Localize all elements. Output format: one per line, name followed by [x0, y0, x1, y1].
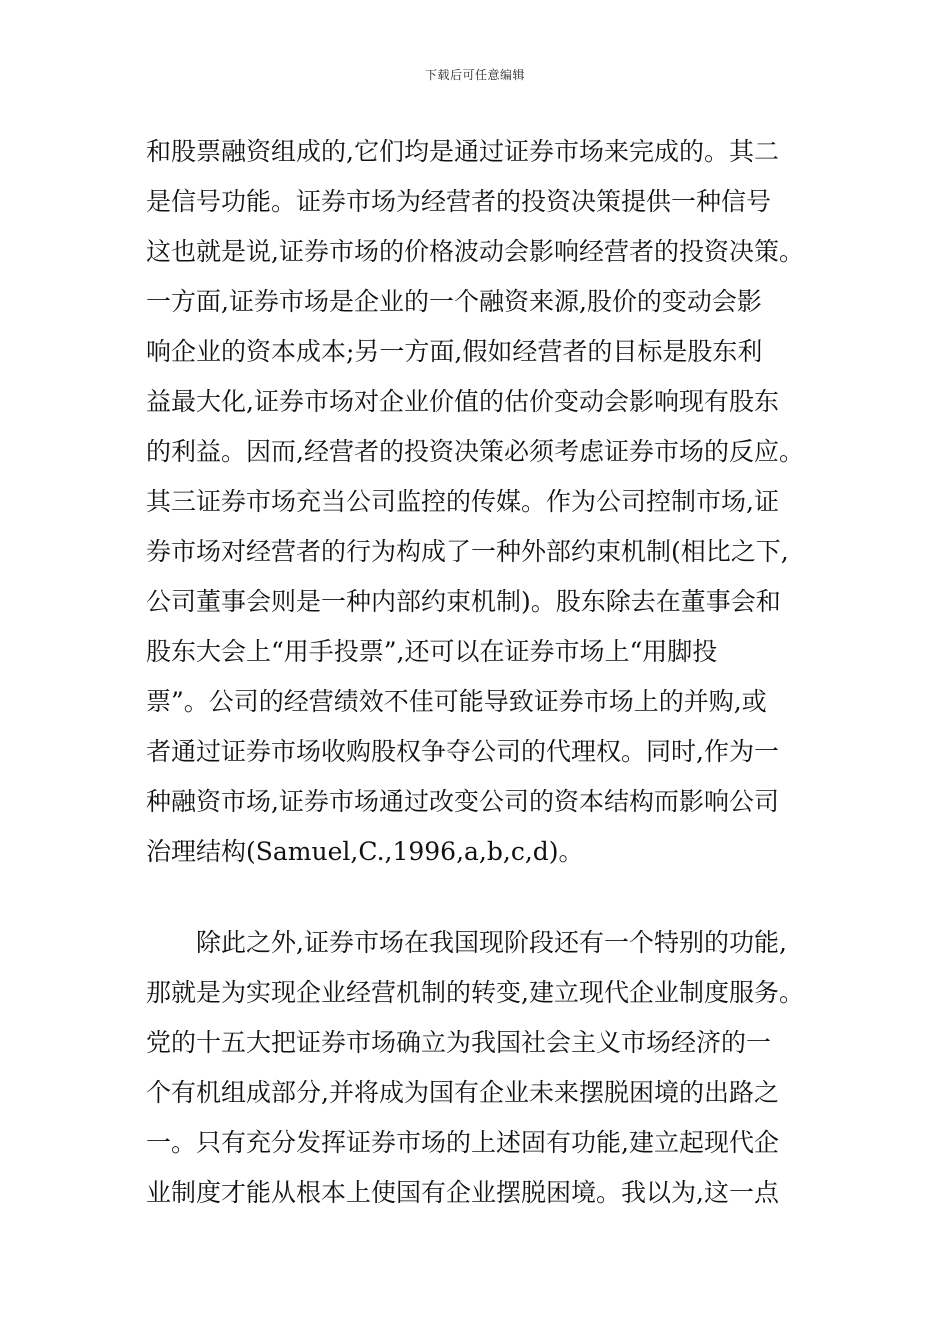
text-line: 党的十五大把证券市场确立为我国社会主义市场经济的一 [146, 1028, 772, 1057]
text-line: 益最大化,证券市场对企业价值的估价变动会影响现有股东 [146, 387, 779, 416]
text-line: 股东大会上“用手投票”,还可以在证券市场上“用脚投 [146, 637, 718, 666]
text-line: 那就是为实现企业经营机制的转变,建立现代企业制度服务。 [146, 978, 804, 1007]
text-line: 是信号功能。证券市场为经营者的投资决策提供一种信号 [146, 187, 772, 216]
text-line: 公司董事会则是一种内部约束机制)。股东除去在董事会和 [146, 587, 781, 616]
text-line: 的利益。因而,经营者的投资决策必须考虑证券市场的反应。 [146, 437, 804, 466]
text-line: 其三证券市场充当公司监控的传媒。作为公司控制市场,证 [146, 487, 779, 516]
text-line: 种融资市场,证券市场通过改变公司的资本结构而影响公司 [146, 787, 779, 816]
text-line: 券市场对经营者的行为构成了一种外部约束机制(相比之下, [146, 537, 789, 566]
paragraph-1 [146, 127, 818, 877]
text-line: 这也就是说,证券市场的价格波动会影响经营者的投资决策。 [146, 237, 804, 266]
text-line: 票”。公司的经营绩效不佳可能导致证券市场上的并购,或 [146, 687, 767, 716]
paragraph-2 [146, 918, 818, 1218]
text-line: 响企业的资本成本;另一方面,假如经营者的目标是股东利 [146, 337, 763, 366]
text-line: 除此之外,证券市场在我国现阶段还有一个特别的功能, [196, 928, 787, 957]
page-header: 下载后可任意编辑 [424, 68, 525, 82]
text-line: 一方面,证券市场是企业的一个融资来源,股价的变动会影 [146, 287, 762, 316]
text-line: 个有机组成部分,并将成为国有企业未来摆脱困境的出路之 [146, 1078, 779, 1107]
text-line: 者通过证券市场收购股权争夺公司的代理权。同时,作为一 [146, 737, 779, 766]
text-line: 一。只有充分发挥证券市场的上述固有功能,建立起现代企 [146, 1128, 779, 1157]
text-line: 和股票融资组成的,它们均是通过证券市场来完成的。其二 [146, 137, 779, 166]
text-line: 业制度才能从根本上使国有企业摆脱困境。我以为,这一点 [146, 1178, 779, 1207]
text-line: 治理结构(Samuel,C.,1996,a,b,c,d)。 [146, 837, 584, 866]
